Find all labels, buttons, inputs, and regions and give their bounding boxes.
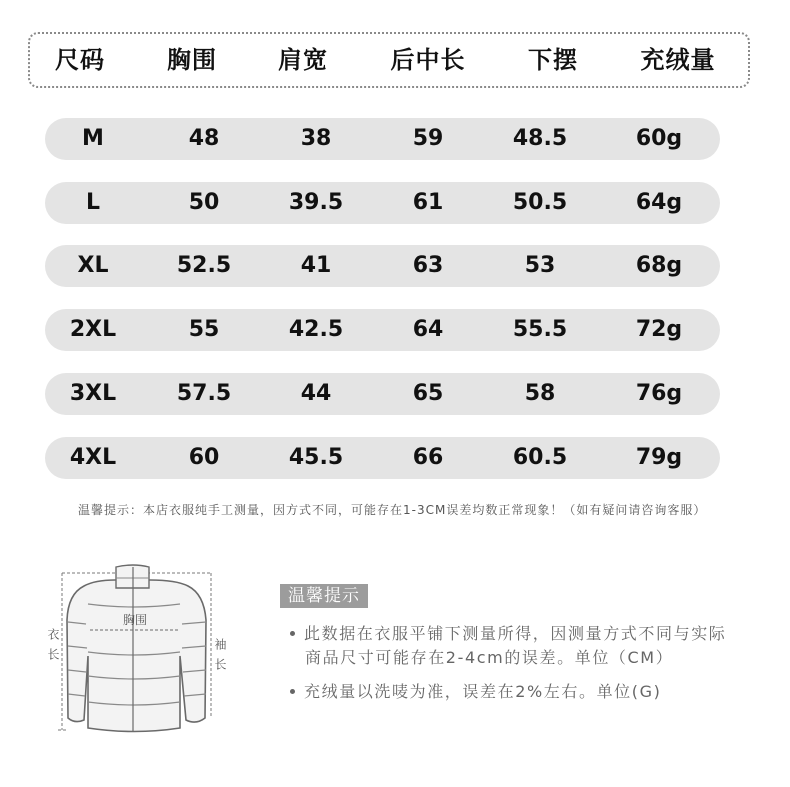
cell-down-fill: 79g	[635, 445, 683, 470]
cell-size: 4XL	[69, 445, 117, 470]
size-row	[45, 437, 720, 479]
cell-hem: 53	[524, 253, 556, 278]
header-col-length: 后中长	[390, 46, 466, 74]
measurement-diagram	[40, 560, 230, 735]
cell-down-fill: 76g	[635, 381, 683, 406]
puffer-jacket-icon	[40, 560, 230, 735]
cell-down-fill: 68g	[635, 253, 683, 278]
cell-chest: 50	[188, 190, 220, 215]
cell-size: M	[82, 126, 104, 151]
cell-size: XL	[77, 253, 109, 278]
size-chart-header	[28, 32, 750, 88]
cell-chest: 60	[188, 445, 220, 470]
cell-length: 63	[412, 253, 444, 278]
chest-label: 胸围	[122, 613, 147, 627]
tip-bullet-2-line-1: 充绒量以洗唛为准，误差在2%左右。单位(G)	[304, 682, 662, 701]
cell-down-fill: 72g	[635, 317, 683, 342]
tip-bullet-1-line-1: 此数据在衣服平铺下测量所得，因测量方式不同与实际	[304, 624, 727, 643]
header-col-shoulder: 肩宽	[278, 46, 328, 74]
cell-size: 3XL	[69, 381, 117, 406]
cell-shoulder: 39.5	[288, 190, 344, 215]
measurement-note: 温馨提示：本店衣服纯手工测量，因方式不同，可能存在1-3CM误差均数正常现象！（如有疑问请咨询客服）	[78, 503, 707, 517]
cell-length: 64	[412, 317, 444, 342]
tip-bullet-1-line-2: 商品尺寸可能存在2-4cm的误差。单位（CM）	[305, 648, 674, 667]
cell-hem: 58	[524, 381, 556, 406]
cell-hem: 60.5	[512, 445, 568, 470]
size-row	[45, 182, 720, 224]
cell-hem: 50.5	[512, 190, 568, 215]
cell-length: 59	[412, 126, 444, 151]
cell-shoulder: 38	[300, 126, 332, 151]
cell-hem: 48.5	[512, 126, 568, 151]
cell-size: 2XL	[69, 317, 117, 342]
cell-shoulder: 45.5	[288, 445, 344, 470]
sleeve-label: 袖长	[213, 638, 227, 678]
cell-length: 66	[412, 445, 444, 470]
tip-title: 温馨提示	[280, 584, 368, 608]
cell-size: L	[85, 190, 101, 215]
bullet-dot	[290, 631, 295, 636]
cell-shoulder: 44	[300, 381, 332, 406]
header-col-chest: 胸围	[167, 46, 217, 74]
cell-down-fill: 64g	[635, 190, 683, 215]
cell-chest: 52.5	[176, 253, 232, 278]
size-row	[45, 373, 720, 415]
jacket-body	[67, 580, 206, 732]
cell-hem: 55.5	[512, 317, 568, 342]
header-col-hem: 下摆	[528, 46, 578, 74]
size-row	[45, 118, 720, 160]
cell-chest: 55	[188, 317, 220, 342]
bullet-dot	[290, 689, 295, 694]
cell-chest: 57.5	[176, 381, 232, 406]
cell-shoulder: 41	[300, 253, 332, 278]
header-col-down-fill: 充绒量	[640, 46, 716, 74]
cell-down-fill: 60g	[635, 126, 683, 151]
length-label: 衣长	[46, 628, 60, 668]
cell-shoulder: 42.5	[288, 317, 344, 342]
cell-chest: 48	[188, 126, 220, 151]
header-col-size: 尺码	[55, 46, 105, 74]
cell-length: 61	[412, 190, 444, 215]
size-row	[45, 245, 720, 287]
size-row	[45, 309, 720, 351]
cell-length: 65	[412, 381, 444, 406]
